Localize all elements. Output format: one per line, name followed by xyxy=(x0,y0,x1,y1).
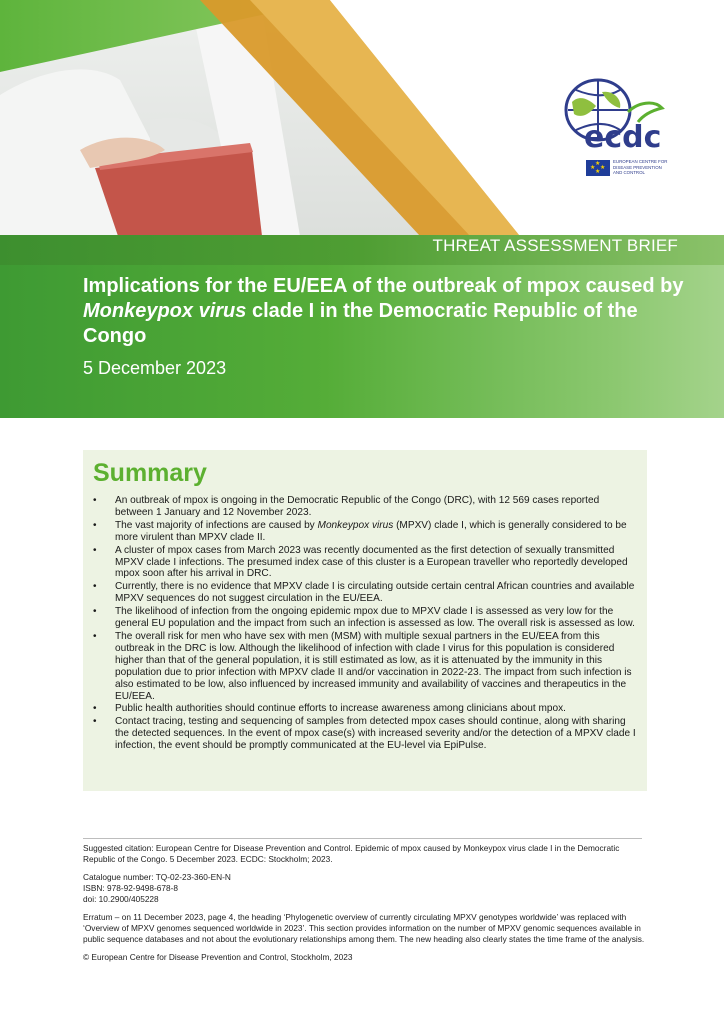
title-part: Implications for the EU/EEA of the outbreak of mpox caused by xyxy=(83,275,684,297)
title-italic: Monkeypox virus xyxy=(83,300,247,322)
summary-bullet xyxy=(93,581,637,605)
bullet-text: (MPXV) clade I, which is generally considered to be more virulent than MPXV clade II. xyxy=(115,519,627,543)
document-date: 5 December 2023 xyxy=(83,358,227,378)
summary-bullet xyxy=(93,606,637,630)
isbn: ISBN: 978-92-9498-678-8 xyxy=(83,883,179,893)
summary-heading: Summary xyxy=(93,459,207,487)
document-title xyxy=(83,274,693,349)
bullet-italic: Monkeypox virus xyxy=(317,519,394,531)
bullet-text: Public health authorities should continue efforts to increase awareness among clinicians about mpox. xyxy=(115,703,566,715)
eu-flag-icon: ★ ★ ★ ★ xyxy=(586,160,610,176)
bullet-text: Contact tracing, testing and sequencing of samples from detected mpox cases should continue, along with sharing the detected sequences. In the event of mpox case(s) with increased severity and/or the detection of a MPXV clade I infection, the event should be promptly communicated at the EU-level via EpiPulse. xyxy=(115,716,636,752)
bullet-text: The vast majority of infections are caused by xyxy=(115,519,318,531)
summary-list xyxy=(93,495,637,752)
footer xyxy=(83,843,648,970)
bullet-text: Currently, there is no evidence that MPXV clade I is circulating outside certain central African countries and available MPXV sequences do not suggest circulation in the EU/EEA. xyxy=(115,581,635,605)
bullet-text: A cluster of mpox cases from March 2023 was recently documented as the first detection of sexually transmitted MPXV clade I infections. The presumed index case of this cluster is a European traveller who reportedly developed mpox soon after his arrival in DRC. xyxy=(115,544,628,580)
erratum-note: Erratum – on 11 December 2023, page 4, the heading ‘Phylogenetic overview of currently circulating MPXV genotypes worldwide’ was replaced with ‘Overview of MPXV genomes sequenced worldwide in 2023’. This section provides information on the number of MPXV genomic sequences available in public sequence databases and not about the evolutionary relationships among them. The new heading also clearly states the time frame of the analysis. xyxy=(83,912,645,944)
summary-bullet xyxy=(93,716,637,752)
summary-bullet xyxy=(93,703,637,715)
title-part: clade I in the Democratic Republic of the Congo xyxy=(83,300,638,347)
agency-name xyxy=(613,159,683,176)
doi: doi: 10.2900/405228 xyxy=(83,894,159,904)
suggested-citation: Suggested citation: European Centre for Disease Prevention and Control. Epidemic of mpox caused by Monkeypox virus clade I in the Democratic Republic of the Congo. 5 December 2023. ECDC: Stockholm; 2023. xyxy=(83,843,620,864)
copyright: © European Centre for Disease Prevention and Control, Stockholm, 2023 xyxy=(83,952,353,962)
footer-divider xyxy=(83,838,642,839)
summary-bullet xyxy=(93,631,637,702)
summary-bullet xyxy=(93,520,637,544)
agency-line: DISEASE PREVENTION xyxy=(613,164,662,170)
summary-box xyxy=(83,450,647,791)
ecdc-logo-text: ecdc xyxy=(584,120,662,155)
bullet-text: An outbreak of mpox is ongoing in the Democratic Republic of the Congo (DRC), with 12 569 cases reported between 1 January and 12 November 2023. xyxy=(115,495,600,518)
document-type-label: THREAT ASSESSMENT BRIEF xyxy=(432,236,678,255)
summary-bullet xyxy=(93,545,637,581)
bullet-text: The overall risk for men who have sex with men (MSM) with multiple sexual partners in the EU/EEA from this outbreak in the DRC is low. Although the likelihood of infection with clade I virus for this population is considered higher than that of the general population, it is still estimated as low, as it is attenuated by the immunity in this population due to prior infection with MPXV clade II and/or vaccination in 2022-23. The impact from such infection is also estimated to be low, also influenced by increased immunity and availability of vaccines and therapeutics in the EU/EEA. xyxy=(115,630,632,702)
agency-line: AND CONTROL xyxy=(613,170,645,175)
catalogue-number: Catalogue number: TQ-02-23-360-EN-N xyxy=(83,872,231,882)
bullet-text: The likelihood of infection from the ongoing epidemic mpox due to MPXV clade I is assessed as very low for the general EU population and the impact from such an infection is assessed as low. The overall risk is assessed as low. xyxy=(115,606,635,630)
summary-bullet xyxy=(93,495,637,519)
agency-line: EUROPEAN CENTRE FOR xyxy=(613,159,668,164)
